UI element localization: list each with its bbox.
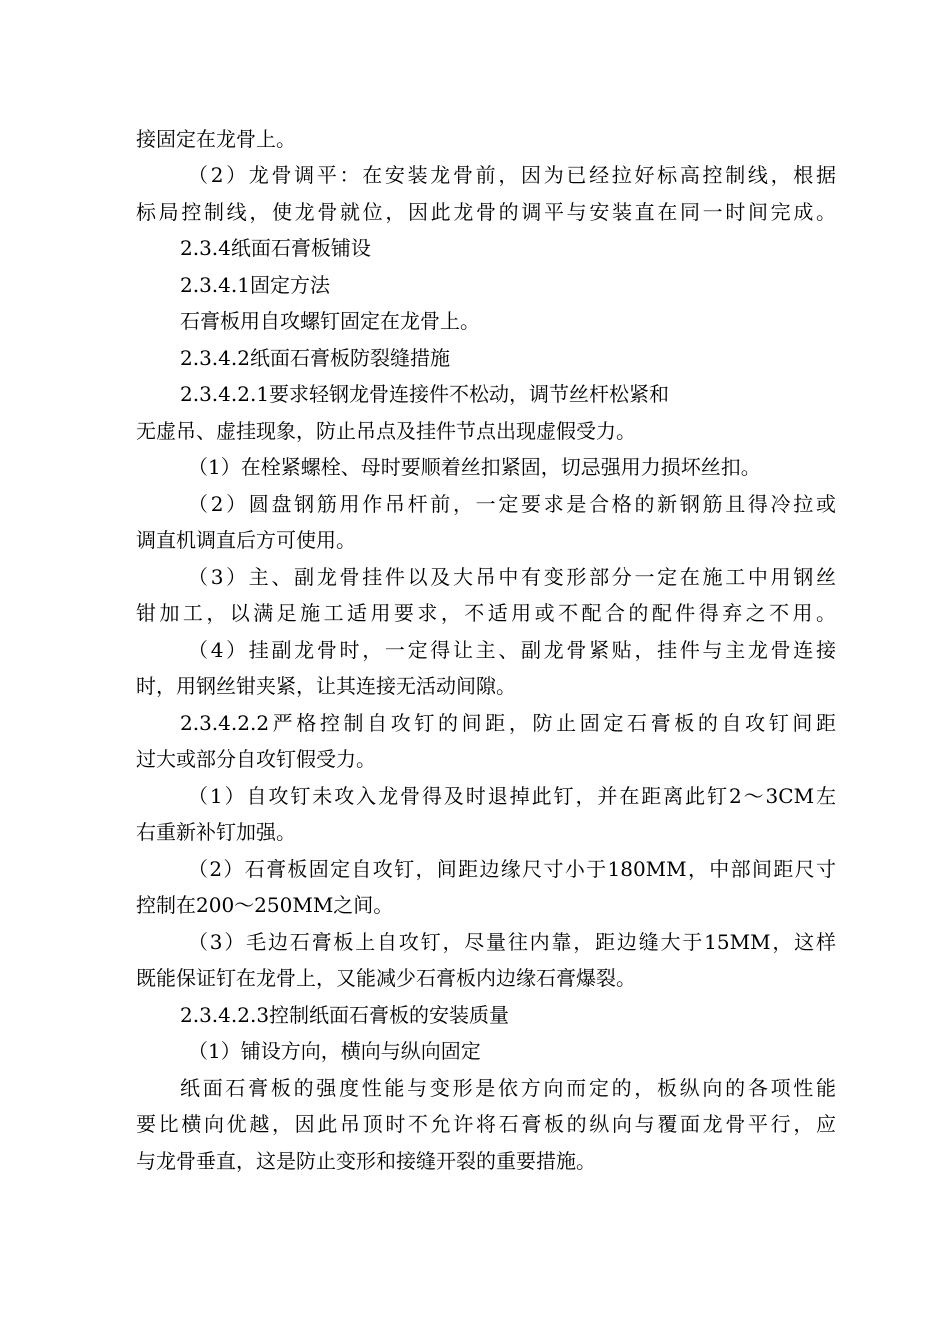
section-heading: 2.3.4纸面石膏板铺设 [180, 236, 371, 260]
text-line: 调直机调直后方可使用。 [136, 528, 356, 552]
text-line: 既能保证钉在龙骨上，又能减少石膏板内边缘石膏爆裂。 [136, 966, 636, 990]
text-line: （1）铺设方向，横向与纵向固定 [188, 1039, 481, 1063]
text-line: （3）毛边石膏板上自攻钉，尽量往内靠，距边缝大于15MM，这样 [188, 930, 836, 954]
text-line: （2）圆盘钢筋用作吊杆前，一定要求是合格的新钢筋且得冷拉或 [188, 492, 836, 516]
text-line: 控制在200～250MM之间。 [136, 893, 394, 917]
subsection-heading: 2.3.4.2纸面石膏板防裂缝措施 [180, 346, 450, 370]
text-line: 右重新补钉加强。 [136, 820, 296, 844]
text-line: 2.3.4.2.2严格控制自攻钉的间距，防止固定石膏板的自攻钉间距 [180, 711, 836, 735]
text-line: （2）龙骨调平：在安装龙骨前，因为已经拉好标高控制线，根据 [188, 163, 836, 187]
text-line: （3）主、副龙骨挂件以及大吊中有变形部分一定在施工中用钢丝 [188, 565, 836, 589]
text-line: 接固定在龙骨上。 [136, 127, 296, 151]
text-line: 要比横向优越，因此吊顶时不允许将石膏板的纵向与覆面龙骨平行，应 [136, 1112, 836, 1136]
text-line: 无虚吊、虚挂现象，防止吊点及挂件节点出现虚假受力。 [136, 419, 636, 443]
text-line: 纸面石膏板的强度性能与变形是依方向而定的，板纵向的各项性能 [180, 1076, 836, 1100]
text-line: （1）自攻钉未攻入龙骨得及时退掉此钉，并在距离此钉2～3CM左 [188, 784, 836, 808]
subsection-heading: 2.3.4.1固定方法 [180, 273, 330, 297]
text-line: 石膏板用自攻螺钉固定在龙骨上。 [180, 309, 480, 333]
text-line: （4）挂副龙骨时，一定得让主、副龙骨紧贴，挂件与主龙骨连接 [188, 638, 836, 662]
text-line: （1）在栓紧螺栓、母时要顺着丝扣紧固，切忌强用力损坏丝扣。 [188, 455, 761, 479]
text-line: 标局控制线，使龙骨就位，因此龙骨的调平与安装直在同一时间完成。 [136, 200, 836, 224]
text-line: （2）石膏板固定自攻钉，间距边缘尺寸小于180MM，中部间距尺寸 [188, 857, 836, 881]
text-line: 与龙骨垂直，这是防止变形和接缝开裂的重要措施。 [136, 1149, 596, 1173]
text-line: 过大或部分自攻钉假受力。 [136, 747, 376, 771]
text-line: 时，用钢丝钳夹紧，让其连接无活动间隙。 [136, 674, 516, 698]
text-line: 2.3.4.2.1要求轻钢龙骨连接件不松动，调节丝杆松紧和 [180, 382, 670, 406]
subsection-heading: 2.3.4.2.3控制纸面石膏板的安装质量 [180, 1003, 510, 1027]
text-line: 钳加工，以满足施工适用要求，不适用或不配合的配件得弃之不用。 [136, 601, 836, 625]
